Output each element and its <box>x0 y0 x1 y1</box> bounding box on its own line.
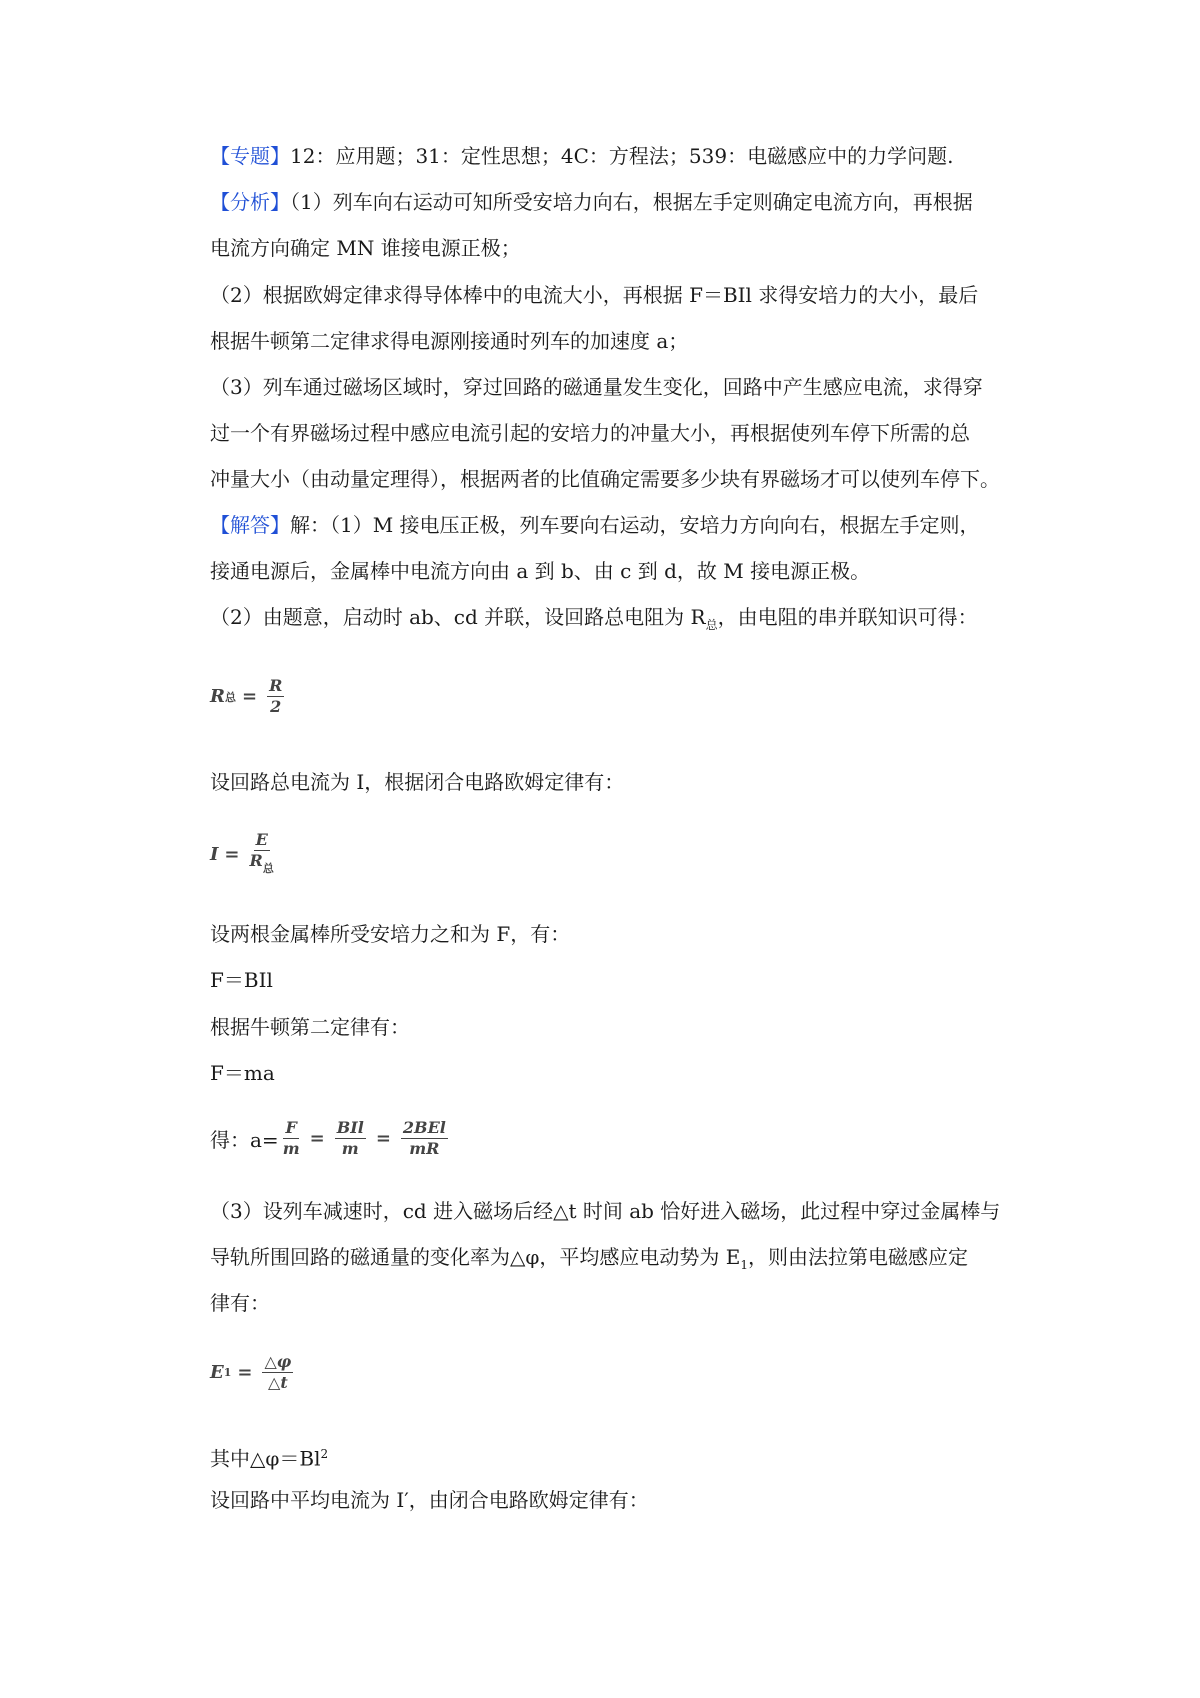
answer-line-1: 【解答】解：（1）M 接电压正极，列车要向右运动，安培力方向向右，根据左手定则， <box>210 513 980 537</box>
answer-line-10: 导轨所围回路的磁通量的变化率为△φ，平均感应电动势为 $E_1$，则由法拉第电磁感应定 <box>210 1245 968 1272</box>
analysis-line-2: 电流方向确定 MN 谁接电源正极； <box>210 236 521 260</box>
formula-current: I = $\frac{E}{R_总}$ <box>210 830 274 875</box>
answer-line-3: （2）由题意，启动时 ab、cd 并联，设回路总电阻为 $R_总$，由电阻的串并联知识可得： <box>210 605 978 632</box>
answer-line-13: 设回路中平均电流为 I′，由闭合电路欧姆定律有： <box>210 1488 649 1512</box>
formula-emf: E 1 = $\frac{\triangle\varphi}{\triangle t}$ <box>210 1352 292 1392</box>
analysis-line-6: 过一个有界磁场过程中感应电流引起的安培力的冲量大小，再根据使列车停下所需的总 <box>210 421 970 445</box>
answer-line-5: 设两根金属棒所受安培力之和为 F，有： <box>210 922 571 946</box>
answer-line-9: （3）设列车减速时，cd 进入磁场后经△t 时间 ab 恰好进入磁场，此过程中穿过金属棒与 <box>210 1199 1001 1223</box>
answer-line-6: F＝BIl <box>210 968 273 992</box>
answer-line-4: 设回路总电流为 I，根据闭合电路欧姆定律有： <box>210 770 625 794</box>
answer-line-2: 接通电源后，金属棒中电流方向由 a 到 b、由 c 到 d，故 M 接电源正极。 <box>210 559 871 583</box>
answer-tag: 【解答】 <box>210 513 290 537</box>
answer-line-8: F＝ma <box>210 1061 275 1085</box>
answer-line-11: 律有： <box>210 1291 270 1315</box>
topic-tag: 【专题】 <box>210 144 290 168</box>
formula-acceleration: 得：a= $\frac{F}{m}$ = $\frac{\text{BIl}}{m}$ = $\frac{\text{2BEl}}{mR}$ <box>210 1118 446 1158</box>
formula-total-resistance: R 总 = $\frac{R}{2}$ <box>210 676 283 716</box>
answer-line-7: 根据牛顿第二定律有： <box>210 1015 410 1039</box>
analysis-tag: 【分析】 <box>210 190 290 214</box>
analysis-line-3: （2）根据欧姆定律求得导体棒中的电流大小，再根据 F＝BIl 求得安培力的大小，最后 <box>210 283 979 307</box>
analysis-line-4: 根据牛顿第二定律求得电源刚接通时列车的加速度 a； <box>210 329 689 353</box>
analysis-line-5: （3）列车通过磁场区域时，穿过回路的磁通量发生变化，回路中产生感应电流，求得穿 <box>210 375 983 399</box>
analysis-line-1: 【分析】（1）列车向右运动可知所受安培力向右，根据左手定则确定电流方向，再根据 <box>210 190 973 214</box>
answer-line-12: 其中$\triangle\varphi=Bl^2$ <box>210 1446 329 1471</box>
analysis-line-7: 冲量大小（由动量定理得），根据两者的比值确定需要多少块有界磁场才可以使列车停下。 <box>210 467 1000 491</box>
topic-line: 【专题】12：应用题；31：定性思想；4C：方程法；539：电磁感应中的力学问题. <box>210 144 954 168</box>
